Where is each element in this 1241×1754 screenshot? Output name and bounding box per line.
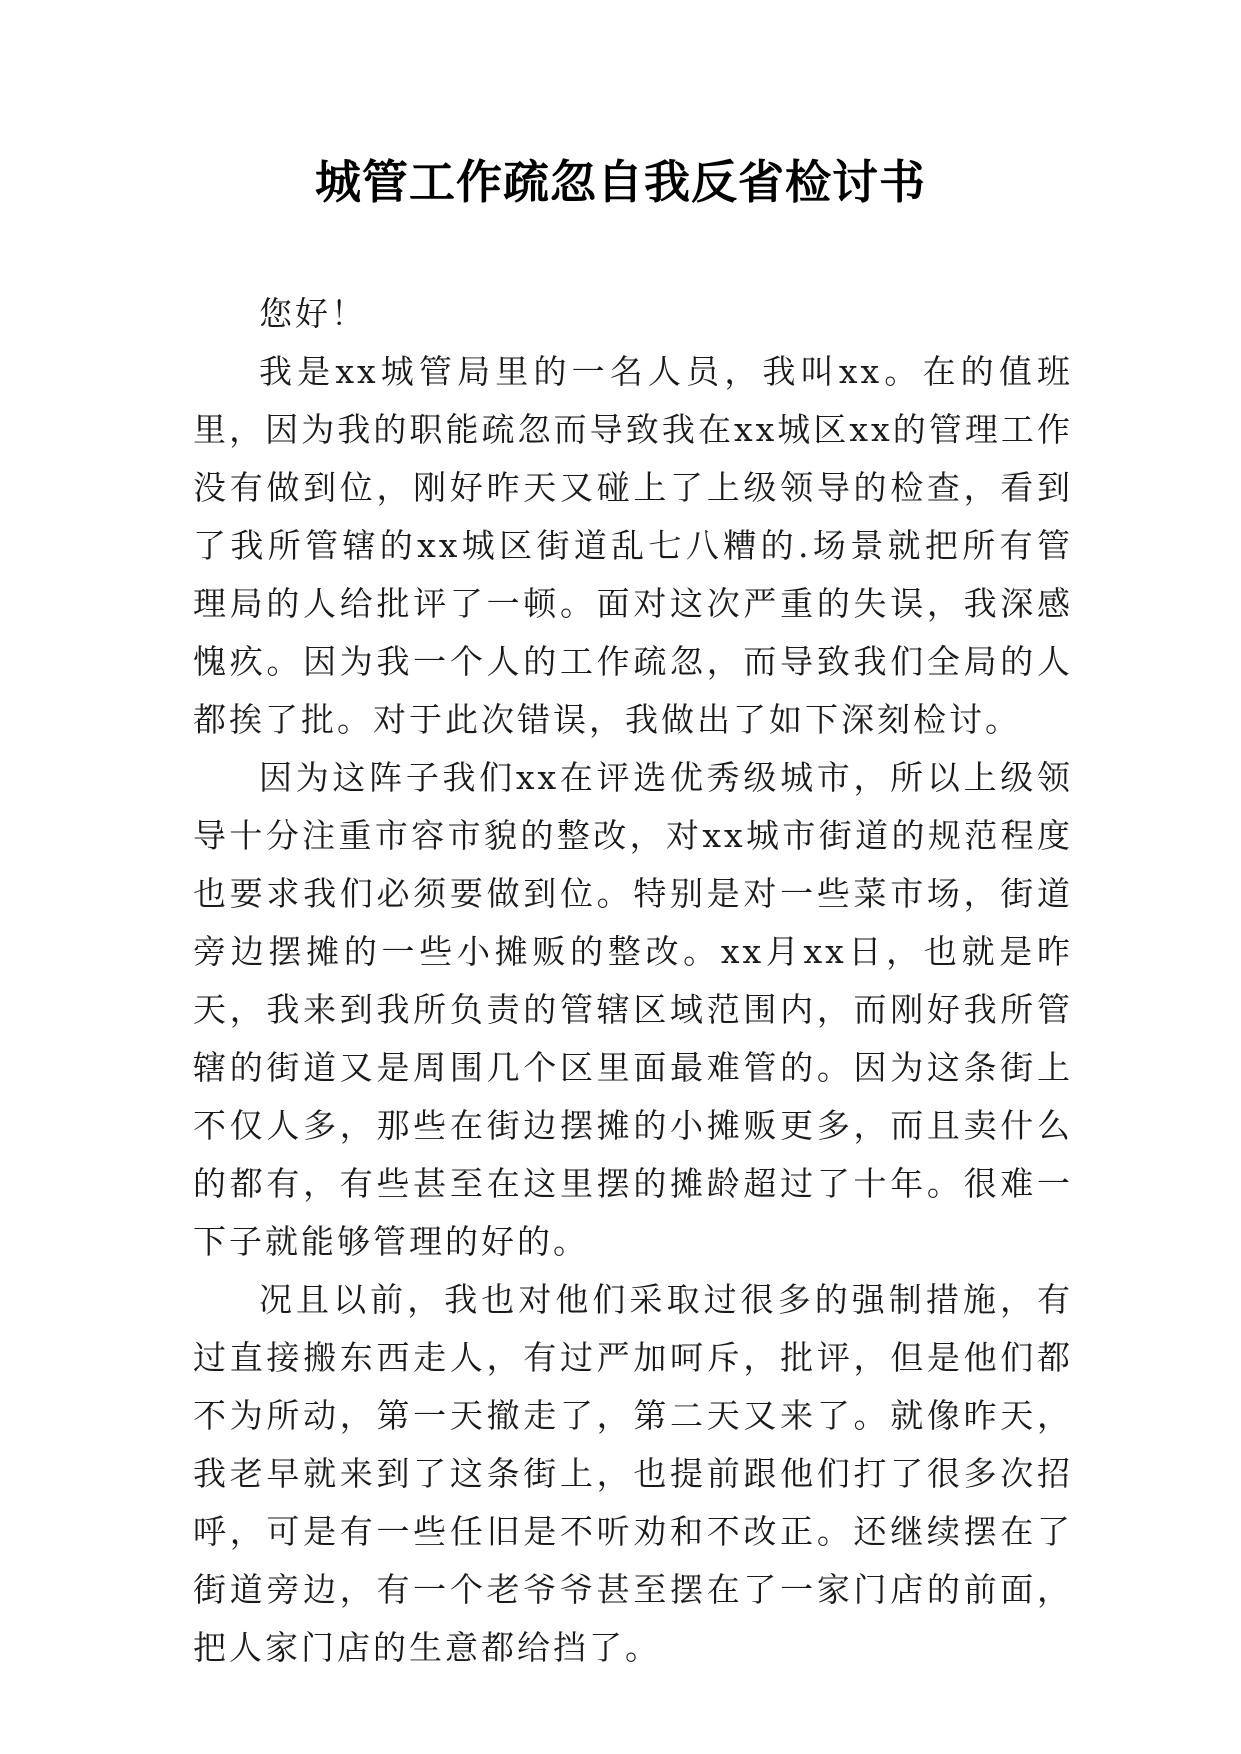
document-body bbox=[193, 285, 1073, 1677]
greeting-paragraph: 您好！ bbox=[259, 294, 367, 333]
body-paragraph: 我是xx城管局里的一名人员，我叫xx。在的值班里，因为我的职能疏忽而导致我在xx城区xx的管理工作没有做到位，刚好昨天又碰上了上级领导的检查，看到了我所管辖的xx城区街道乱七八糟的.场景就把所有管理局的人给批评了一顿。面对这次严重的失误，我深感愧疚。因为我一个人的工作疏忽，而导致我们全局的人都挨了批。对于此次错误，我做出了如下深刻检讨。 bbox=[193, 352, 1073, 739]
document-title: 城管工作疏忽自我反省检讨书 bbox=[315, 155, 926, 209]
body-paragraph: 况且以前，我也对他们采取过很多的强制措施，有过直接搬东西走人，有过严加呵斥，批评，但是他们都不为所动，第一天撤走了，第二天又来了。就像昨天，我老早就来到了这条街上，也提前跟他们打了很多次招呼，可是有一些任旧是不听劝和不改正。还继续摆在了街道旁边，有一个老爷爷甚至摆在了一家门店的前面，把人家门店的生意都给挡了。 bbox=[193, 1280, 1073, 1667]
body-paragraph: 因为这阵子我们xx在评选优秀级城市，所以上级领导十分注重市容市貌的整改，对xx城市街道的规范程度也要求我们必须要做到位。特别是对一些菜市场，街道旁边摆摊的一些小摊贩的整改。xx月xx日，也就是昨天，我来到我所负责的管辖区域范围内，而刚好我所管辖的街道又是周围几个区里面最难管的。因为这条街上不仅人多，那些在街边摆摊的小摊贩更多，而且卖什么的都有，有些甚至在这里摆的摊龄超过了十年。很难一下子就能够管理的好的。 bbox=[193, 758, 1073, 1261]
